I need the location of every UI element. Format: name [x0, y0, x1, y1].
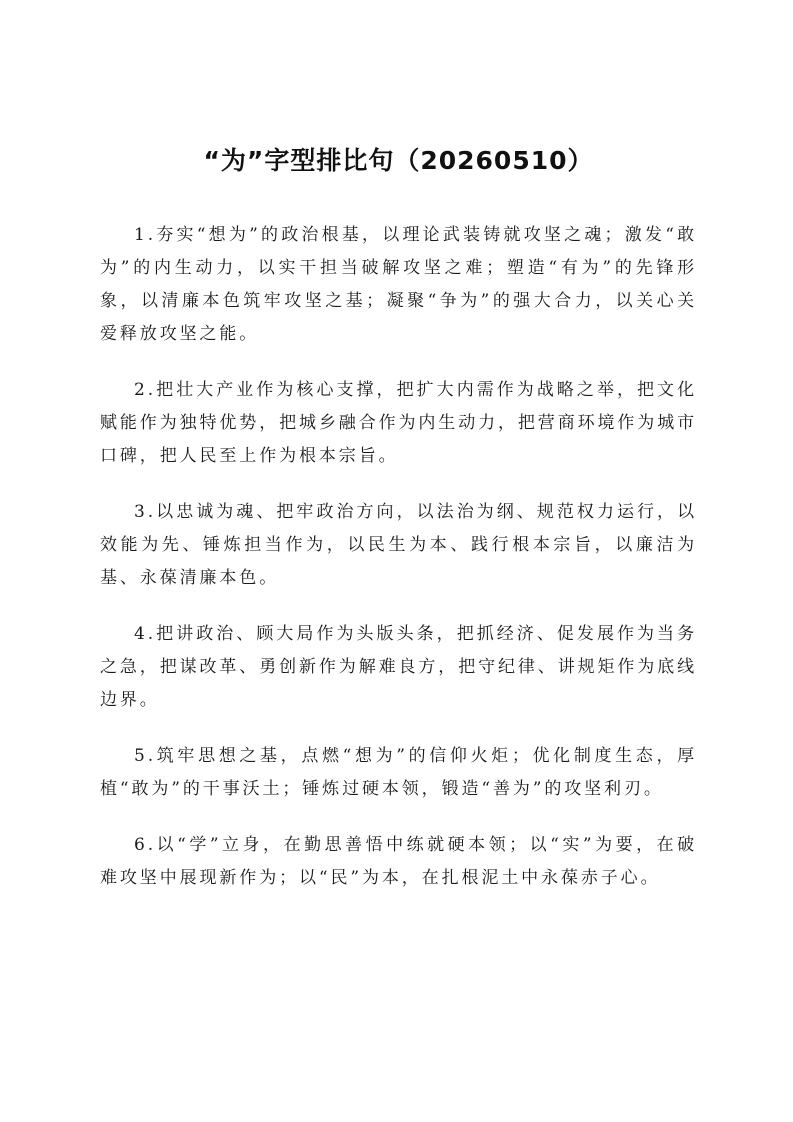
document-title: “为”字型排比句（20260510）	[203, 146, 594, 175]
paragraph-4: 4.把讲政治、顾大局作为头版头条，把抓经济、促发展作为当务之急，把谋改革、勇创新作为解难良方，把守纪律、讲规矩作为底线边界。	[100, 624, 697, 710]
paragraph-5: 5.筑牢思想之基，点燃“想为”的信仰火炬；优化制度生态，厚植“敢为”的干事沃土；锤炼过硬本领，锻造“善为”的攻坚利刃。	[100, 746, 697, 799]
document-body	[100, 219, 697, 895]
paragraph-1: 1.夯实“想为”的政治根基，以理论武装铸就攻坚之魂；激发“敢为”的内生动力，以实干担当破解攻坚之难；塑造“有为”的先锋形象，以清廉本色筑牢攻坚之基；凝聚“争为”的强大合力，以关心关爱释放攻坚之能。	[100, 225, 697, 344]
paragraph-2: 2.把壮大产业作为核心支撑，把扩大内需作为战略之举，把文化赋能作为独特优势，把城乡融合作为内生动力，把营商环境作为城市口碑，把人民至上作为根本宗旨。	[100, 380, 697, 466]
paragraph-3: 3.以忠诚为魂、把牢政治方向，以法治为纲、规范权力运行，以效能为先、锤炼担当作为，以民生为本、践行根本宗旨，以廉洁为基、永葆清廉本色。	[100, 502, 697, 588]
paragraph-6: 6.以“学”立身，在勤思善悟中练就硬本领；以“实”为要，在破难攻坚中展现新作为；以“民”为本，在扎根泥土中永葆赤子心。	[100, 835, 697, 888]
